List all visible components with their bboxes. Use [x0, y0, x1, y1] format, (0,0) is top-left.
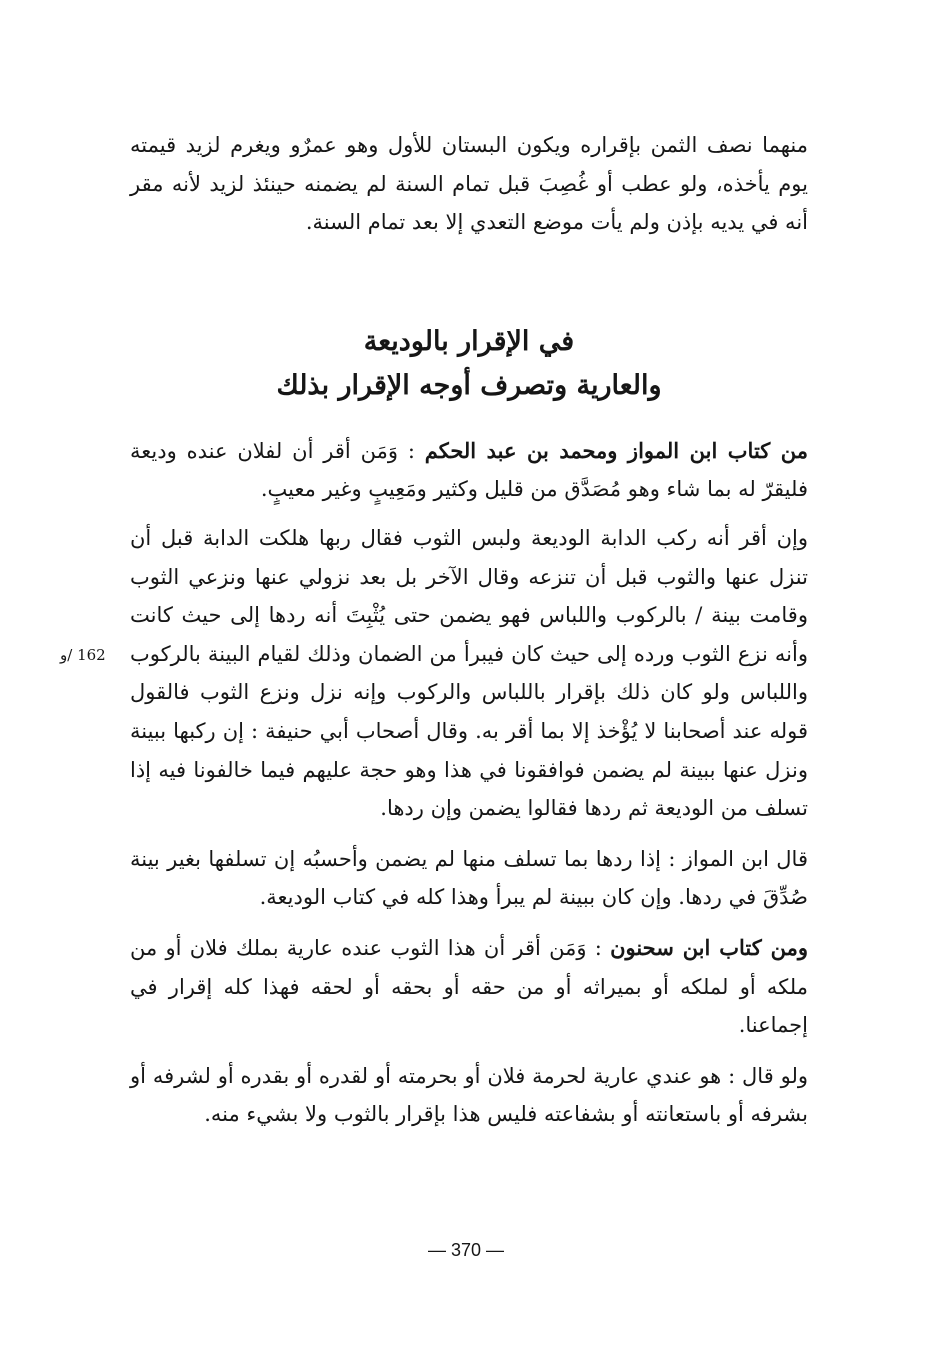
- folio-margin-note: 162 /و: [60, 646, 106, 664]
- intro-paragraph: منهما نصف الثمن بإقراره ويكون البستان للأول وهو عمرٌو ويغرم لزيد قيمته يوم يأخذه، ولو عطب أو غُصِبَ قبل تمام السنة لم يضمنه حينئذ لزيد لأنه مقر أنه في يديه بإذن ولم يأت موضع التعدي إلا بعد تمام السنة.: [130, 133, 808, 235]
- paragraph-3: [130, 840, 808, 917]
- paragraph-2: [130, 519, 808, 828]
- section-heading-line-2: والعارية وتصرف أوجه الإقرار بذلك: [276, 369, 662, 401]
- paragraph-3-text: قال ابن المواز : إذا ردها بما تسلف منها لم يضمن وأحسبُه إن تسلفها بغير بينة صُدِّقَ في ردها. وإن كان ببينة لم يبرأ وهذا كله في كتاب الوديعة.: [130, 846, 808, 910]
- paragraph-1: [130, 432, 808, 509]
- paragraph-5-text: ولو قال : هو عندي عارية لحرمة فلان أو بحرمته أو لقدره أو بقدره أو لشرفه أو بشرفه أو باستعانته أو بشفاعته فليس هذا بإقرار بالثوب ولا بشيء منه.: [130, 1063, 808, 1127]
- paragraph-1-lead: من كتاب ابن المواز ومحمد بن عبد الحكم: [424, 437, 808, 463]
- paragraph-1-text: : وَمَن أقر أن لفلان عنده وديعة فليقرّ له بما شاء وهو مُصَدَّق من قليل وكثير ومَعِيبٍ وغير معيبٍ.: [130, 438, 808, 502]
- document-body: [130, 126, 808, 1134]
- section-heading-line-1: في الإقرار بالوديعة: [363, 325, 575, 357]
- paragraph-4: [130, 929, 808, 1045]
- page-number: — 370 —: [427, 1240, 505, 1260]
- section-heading: [130, 320, 808, 408]
- paragraph-4-text: : وَمَن أقر أن هذا الثوب عنده عارية بملك فلان أو من ملكه أو لملكه أو بميراثه أو من حقه أو بحقه أو لحقه فهذا كله إقرار في إجماعنا.: [130, 935, 808, 1038]
- paragraph-5: [130, 1057, 808, 1134]
- paragraph-2-text: وإن أقر أنه ركب الدابة الوديعة ولبس الثوب فقال ربها هلكت الدابة قبل أن تنزل عنها والثوب قبل أن تنزعه وقال الآخر بل بعد نزولي عنها ونزعي الثوب وقامت بينة / بالركوب واللباس فهو يضمن حتى يُثْبِتَ أنه ردها إلى حيث كانت وأنه نزع الثوب ورده إلى حيث كان فيبرأ من الضمان وذلك لقيام البينة بالركوب واللباس ولو كان ذلك بإقرار باللباس والركوب وإنه نزل ونزع الثوب فالقول قوله عند أصحابنا لا يُؤْخذ إلا بما أقر به. وقال أصحاب أبي حنيفة : إن ركبها ببينة ونزل عنها ببينة لم يضمن فوافقونا في هذا وهو حجة عليهم فيما خالفونا فيه إذا تسلف من الوديعة ثم ردها فقالوا يضمن وإن ردها.: [130, 525, 808, 821]
- paragraph-4-lead: ومن كتاب ابن سحنون: [610, 934, 808, 960]
